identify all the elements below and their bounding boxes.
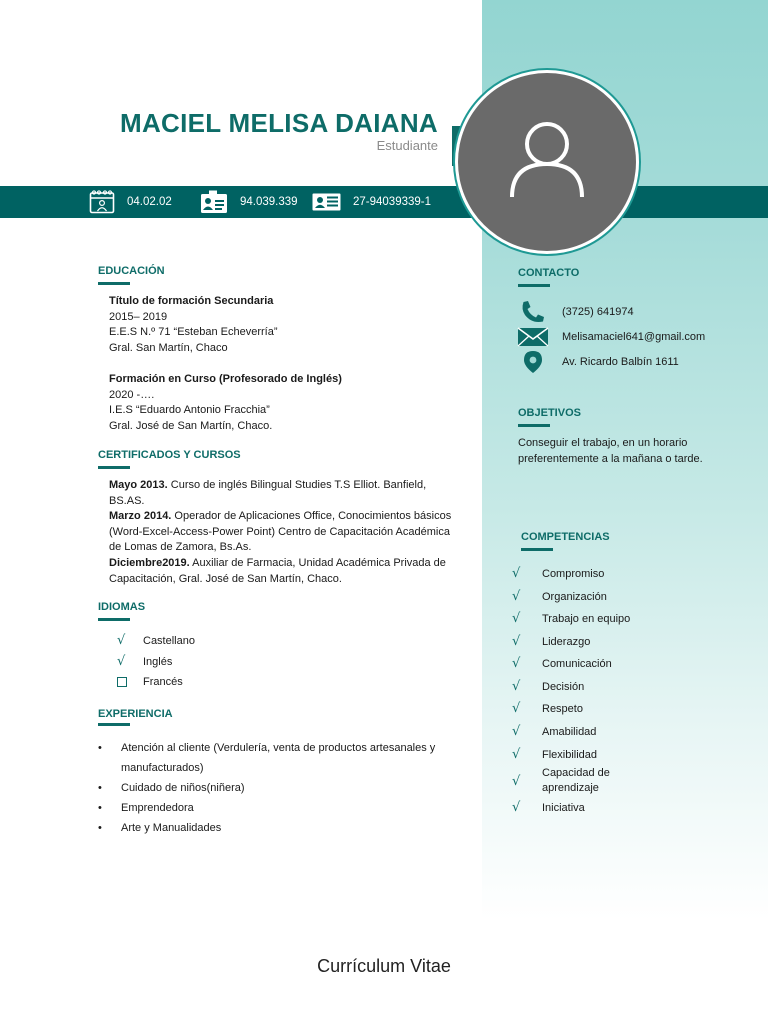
experience-item: • Arte y Manualidades (98, 818, 438, 838)
education-line: E.E.S N.º 71 “Esteban Echeverría” (109, 326, 278, 339)
profile-photo (458, 73, 636, 251)
experience-title: EXPERIENCIA (98, 708, 173, 720)
objectives-title: OBJETIVOS (518, 407, 581, 419)
checkmark-icon: √ (512, 634, 521, 649)
checkmark-icon: √ (512, 800, 521, 815)
envelope-icon (517, 327, 549, 347)
education-underline (98, 282, 130, 285)
competency-label: Compromiso (542, 567, 605, 580)
certificate-date: Mayo 2013. (109, 479, 168, 491)
checkmark-icon: √ (512, 679, 521, 694)
experience-item: • Cuidado de niños(niñera) (98, 778, 438, 798)
calendar-icon (89, 190, 115, 214)
contact-address (517, 350, 679, 374)
education-title: EDUCACIÓN (98, 265, 165, 277)
competency-label: Capacidad de aprendizaje (542, 767, 610, 794)
competency-label: Organización (542, 590, 607, 603)
education-item (109, 294, 409, 356)
competency-label: Flexibilidad (542, 748, 598, 761)
competency-label: Decisión (542, 680, 585, 693)
id-badge-icon (200, 190, 228, 214)
certificate-item (109, 478, 463, 509)
competency-item (512, 656, 612, 671)
language-item (117, 633, 195, 648)
checkmark-icon: √ (512, 611, 521, 626)
education-item (109, 372, 409, 434)
certificates-list (109, 478, 463, 587)
dni-item (200, 186, 298, 218)
certificate-item (109, 556, 463, 587)
certificate-item (109, 509, 463, 556)
competency-item (512, 611, 630, 626)
education-line: Gral. San Martín, Chaco (109, 341, 228, 354)
competency-item (512, 800, 585, 815)
checkbox-empty-icon (117, 677, 127, 687)
checkmark-icon: √ (512, 724, 521, 739)
experience-underline (98, 723, 130, 726)
education-line: 2015– 2019 (109, 310, 168, 323)
languages-underline (98, 618, 130, 621)
language-item (117, 654, 172, 669)
competencies-underline (521, 548, 553, 551)
competency-label: Amabilidad (542, 725, 597, 738)
certificate-text: Operador de Aplicaciones Office, Conocimientos básicos (Word-Excel-Access-Power Point) Centro de Capacitación Académica de Lomas de Zamora, Bs.As. (109, 510, 452, 554)
dni-text: 94.039.339 (240, 196, 298, 208)
objectives-underline (518, 424, 550, 427)
competency-item (512, 566, 604, 581)
checkmark-icon: √ (512, 747, 521, 762)
competency-label: Respeto (542, 702, 583, 715)
candidate-name: MACIEL MELISA DAIANA (120, 108, 438, 138)
competency-item (512, 589, 607, 604)
certificates-underline (98, 466, 130, 469)
phone-icon (517, 300, 549, 324)
language-item (117, 676, 183, 688)
languages-title: IDIOMAS (98, 601, 146, 613)
competency-item (512, 634, 590, 649)
education-line: Gral. José de San Martín, Chaco. (109, 419, 273, 432)
competency-item (512, 724, 596, 739)
certificate-text: Auxiliar de Farmacia, Unidad Académica Privada de Capacitación, Gral. José de San Martín, Chaco. (109, 556, 446, 585)
checkmark-icon: √ (512, 701, 521, 716)
contact-underline (518, 284, 550, 287)
candidate-role: Estudiante (376, 138, 438, 153)
contact-phone (517, 300, 634, 324)
email-text: Melisamaciel641@gmail.com (562, 331, 706, 343)
competency-label: Comunicación (542, 657, 612, 670)
education-line: 2020 -…. (109, 388, 155, 401)
education-heading: Título de formación Secundaria (109, 295, 274, 307)
user-avatar-icon (508, 120, 586, 205)
competency-label: Iniciativa (542, 801, 585, 814)
language-label: Castellano (143, 634, 195, 647)
checkmark-icon: √ (117, 654, 126, 669)
contact-title: CONTACTO (518, 267, 580, 279)
contact-email (517, 327, 705, 347)
cuil-item (312, 186, 431, 218)
checkmark-icon: √ (512, 566, 521, 581)
address-text: Av. Ricardo Balbín 1611 (562, 356, 679, 368)
id-card-icon (312, 193, 341, 211)
competency-item (512, 679, 584, 694)
certificate-date: Marzo 2014. (109, 510, 172, 523)
certificate-date: Diciembre2019. (109, 556, 190, 569)
language-label: Francés (143, 676, 183, 688)
checkmark-icon: √ (117, 633, 126, 648)
footer-caption: Currículum Vitae (317, 956, 451, 976)
checkmark-icon: √ (512, 589, 521, 604)
experience-list (98, 738, 438, 838)
checkmark-icon: √ (512, 656, 521, 671)
checkmark-icon: √ (512, 773, 521, 789)
birth-date-item (89, 186, 172, 218)
experience-item: • Emprendedora (98, 798, 438, 818)
experience-item: • Atención al cliente (Verdulería, venta de productos artesanales y manufacturados) (98, 738, 438, 778)
competencies-title: COMPETENCIAS (521, 531, 610, 543)
competency-label: Liderazgo (542, 635, 591, 648)
phone-text: (3725) 641974 (562, 306, 634, 318)
competency-item (512, 766, 637, 796)
language-label: Inglés (143, 655, 173, 668)
cuil-text: 27-94039339-1 (353, 196, 432, 208)
education-heading: Formación en Curso (Profesorado de Inglés) (109, 373, 342, 385)
education-line: I.E.S “Eduardo Antonio Fracchia” (109, 404, 270, 417)
competency-label: Trabajo en equipo (542, 612, 631, 625)
certificates-title: CERTIFICADOS Y CURSOS (98, 449, 241, 461)
info-bar (0, 186, 768, 218)
competency-item (512, 747, 597, 762)
certificate-text: Curso de inglés Bilingual Studies T.S Elliot. Banfield, BS.AS. (109, 479, 427, 507)
competency-item (512, 701, 583, 716)
location-pin-icon (517, 350, 549, 374)
objectives-text: Conseguir el trabajo, en un horario preferentemente a la mañana o tarde. (518, 437, 703, 465)
birth-date-text: 04.02.02 (127, 196, 172, 208)
